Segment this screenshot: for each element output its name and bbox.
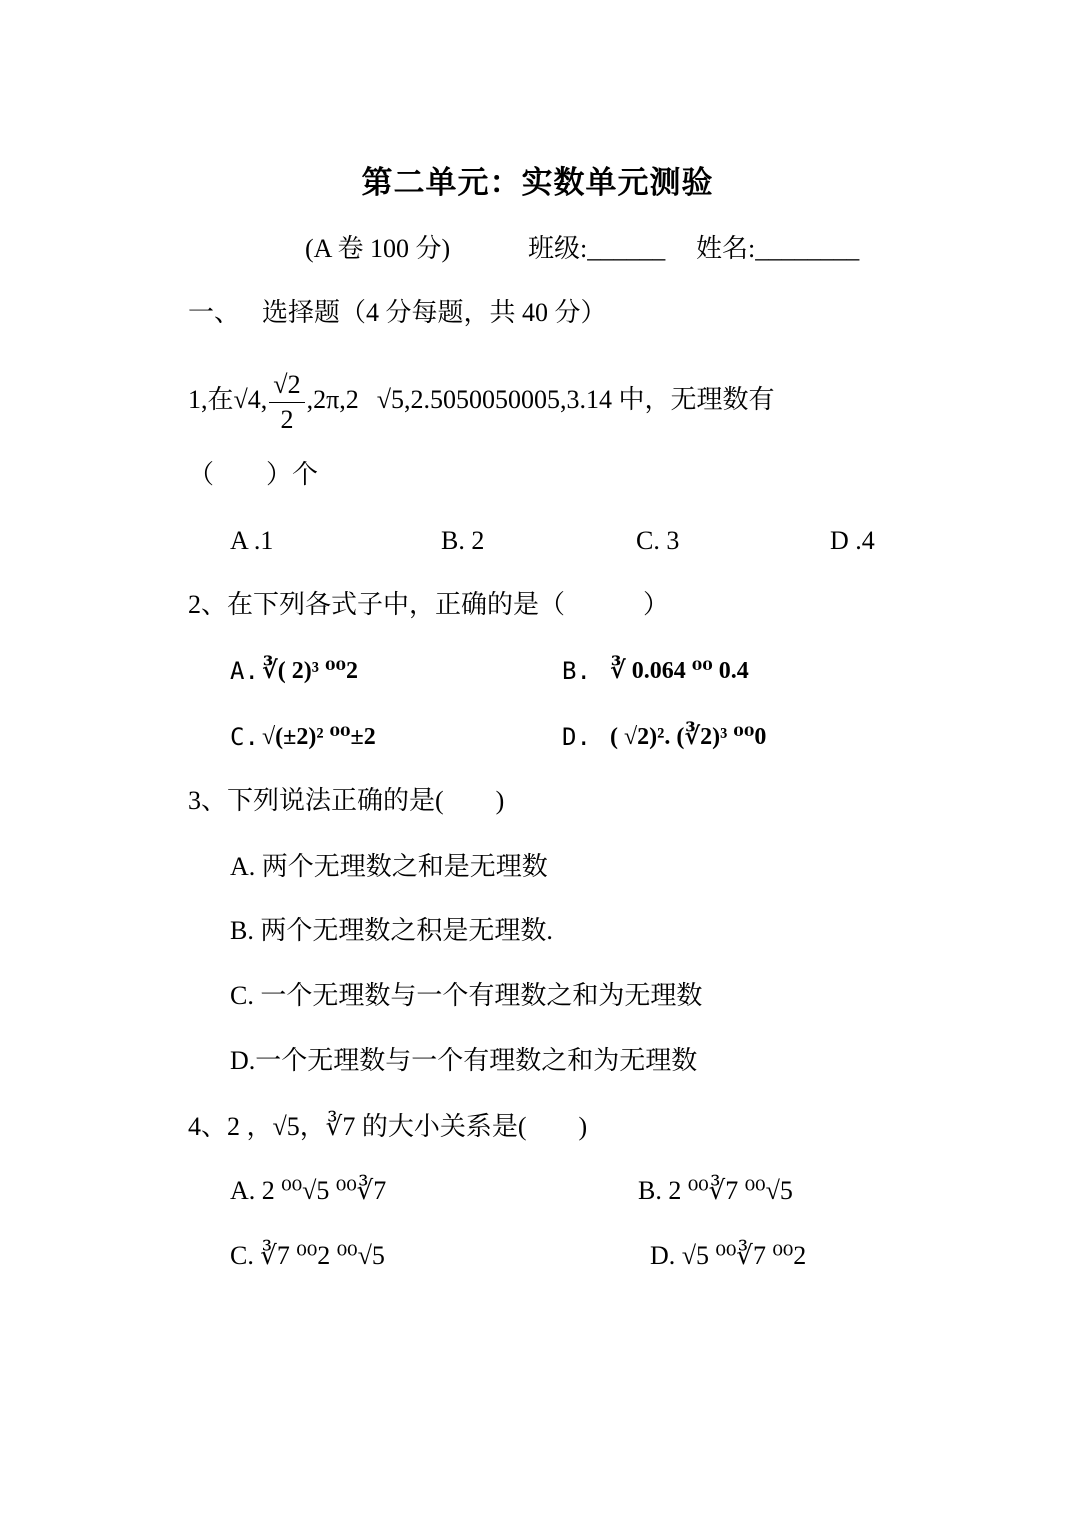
q1-terms-rest: √5,2.5050050005,3.14 中，无理数有 <box>376 385 775 414</box>
q2-option-c-label: C. <box>230 723 259 751</box>
q1-option-d: D .4 <box>830 526 875 555</box>
q2-option-d-expr: ( √2)². (∛2)³ ⁰⁰0 <box>610 724 767 750</box>
q1-option-b: B. 2 <box>441 526 485 555</box>
q4-option-c: C. ∛7 ⁰⁰2 ⁰⁰√5 <box>230 1241 385 1270</box>
q2-option-b-label: B. <box>562 657 591 685</box>
q2-option-d-label: D. <box>562 723 591 751</box>
q1-option-c: C. 3 <box>636 526 680 555</box>
q3-option-b: B. 两个无理数之积是无理数. <box>230 916 553 945</box>
q3-option-d: D.一个无理数与一个有理数之和为无理数 <box>230 1046 698 1075</box>
class-label: 班级:______ <box>528 234 666 263</box>
q1-terms: ,2π,2 <box>306 385 359 414</box>
section-heading: 选择题（4 分每题，共 40 分） <box>262 298 607 327</box>
q1-fraction-denominator: 2 <box>280 404 294 434</box>
name-label: 姓名:________ <box>696 234 860 263</box>
paper-label: (A 卷 100 分) <box>305 234 451 263</box>
q3-option-a: A. 两个无理数之和是无理数 <box>230 852 548 881</box>
q2-option-a-label: A. <box>230 657 259 685</box>
q3-stem: 3、下列说法正确的是( ) <box>188 786 505 815</box>
q2-option-c-expr: √(±2)² ⁰⁰±2 <box>262 724 376 750</box>
q1-stem <box>188 360 775 440</box>
q2-stem: 2、在下列各式子中，正确的是（ ） <box>188 590 670 619</box>
q4-option-d: D. √5 ⁰⁰∛7 ⁰⁰2 <box>650 1241 807 1270</box>
page-title: 第二单元：实数单元测验 <box>361 165 714 200</box>
q1-fraction-numerator: √2 <box>269 368 304 403</box>
q3-option-c: C. 一个无理数与一个有理数之和为无理数 <box>230 981 703 1010</box>
q4-option-b: B. 2 ⁰⁰∛7 ⁰⁰√5 <box>638 1176 793 1205</box>
q1-option-a: A .1 <box>230 526 274 555</box>
q4-option-a: A. 2 ⁰⁰√5 ⁰⁰∛7 <box>230 1176 387 1205</box>
q2-option-a-expr: ∛( 2)³ ⁰⁰2 <box>262 658 358 684</box>
q4-stem: 4、2 ，√5，∛7 的大小关系是( ) <box>188 1112 588 1141</box>
q1-prefix: 1,在 <box>188 385 234 414</box>
q1-sqrt4: √4, <box>233 385 268 414</box>
section-number: 一、 <box>188 298 241 327</box>
q2-option-b-expr: ∛ 0.064 ⁰⁰ 0.4 <box>610 658 749 684</box>
q1-blank: （ ）个 <box>188 460 319 489</box>
q1-fraction <box>269 368 304 437</box>
